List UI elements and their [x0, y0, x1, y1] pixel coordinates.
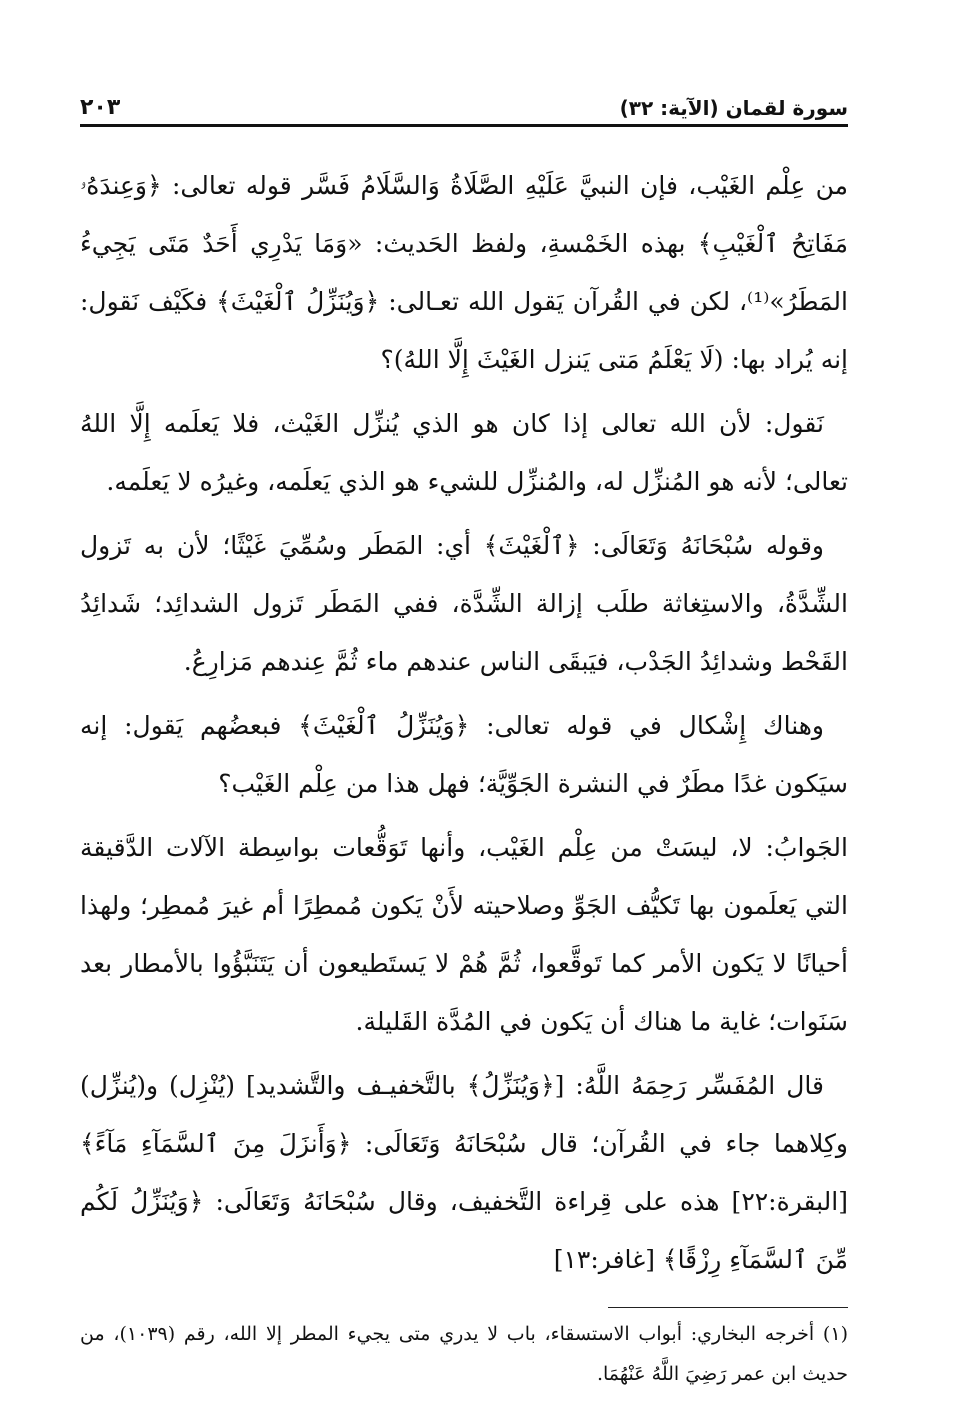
footnote: (١) أخرجه البخاري: أبواب الاستسقاء، باب لا يدري متى يجيء المطر إلا الله، رقم (١٠٣٩)، من حديث ابن عمر رَضِيَ اللَّهُ عَنْهُمَا.: [80, 1323, 848, 1385]
running-header: [80, 88, 848, 127]
page-content: [80, 157, 848, 1289]
paragraph-1: من عِلْم الغَيْب، فإن النبيَّ عَلَيْهِ الصَّلَاةُ وَالسَّلَامُ فَسَّر قوله تعالى: ﴿وَعِندَهُۥ مَفَاتِحُ ٱلْغَيْبِ﴾ بهذه الخَمْسةِ، ولفظ الحَديث: «وَمَا يَدْرِي أَحَدٌ مَتَى يَجِيءُ المَطَرُ»⁽¹⁾، لكن في القُرآن يَقول الله تعـالى: ﴿وَيُنَزِّلُ ٱلْغَيْثَ﴾ فكَيْف نَقول: إنه يُراد بها: (لَا يَعْلَمُ مَتى يَنزل الغَيْثَ إِلَّا اللهُ)؟: [80, 171, 848, 374]
surah-title: سورة لقمان (الآية: ٣٢): [619, 96, 848, 120]
paragraph-6: قال المُفَسِّر رَحِمَهُ اللَّهُ: [﴿وَيُنَزِّلُ﴾ بالتَّخفيـف والتَّشديد] (يُنْزِل) و(يُنزِّل) وكِلاهما جاء في القُرآن؛ قال سُبْحَانَهُ وَتَعَالَى: ﴿وَأَنزَلَ مِنَ ٱلسَّمَآءِ مَآءً﴾ [البقرة:٢٢] هذه على قِراءة التَّخفيف، وقال سُبْحَانَهُ وَتَعَالَى: ﴿وَيُنَزِّلُ لَكُم مِّنَ ٱلسَّمَآءِ رِزْقًا﴾ [غافر:١٣]: [80, 1071, 848, 1274]
page-number: ٢٠٣: [80, 95, 121, 120]
paragraph-5: الجَوابُ: لا، ليسَتْ من عِلْم الغَيْب، وأنها تَوَقُّعات بواسِطة الآلات الدَّقيقة التي يَعلَمون بها تَكيُّف الجَوِّ وصلاحيته لأَنْ يَكون مُمطِرًا أم غيرَ مُمطِر؛ ولهذا أحيانًا لا يَكون الأمر كما تَوقَّعوا، ثُمَّ هُمْ لا يَستَطيعون أن يَتَنَبَّؤُوا بالأمطار بعد سَنَوات؛ غاية ما هناك أن يَكون في المُدَّة القَليلة.: [80, 833, 848, 1036]
book-page: [80, 88, 848, 1413]
paragraph-4: وهناك إِشْكال في قوله تعالى: ﴿وَيُنَزِّلُ ٱلْغَيْثَ﴾ فبعضُهم يَقول: إنه سيَكون غدًا مطَرٌ في النشرة الجَوِّيَّة؛ فهل هذا من عِلْم الغَيْب؟: [80, 711, 848, 798]
paragraph-2: نَقول: لأن الله تعالى إذا كان هو الذي يُنزِّل الغَيْث، فلا يَعلَمه إِلَّا اللهُ تعالى؛ لأنه هو المُنزِّل له، والمُنزِّل للشيء هو الذي يَعلَمه، وغيرُه لا يَعلَمه.: [80, 409, 848, 496]
footnote-divider: [608, 1307, 848, 1308]
paragraph-3: وقوله سُبْحَانَهُ وَتَعَالَى: ﴿ٱلْغَيْثَ﴾ أي: المَطَر وسُمِّيَ غَيْثًا؛ لأن به تَزول الشِّدَّةُ، والاستِغاثة طلَب إزالة الشِّدَّة، ففي المَطَر تَزول الشدائِد؛ شَدائِدُ القَحْط وشدائِدُ الجَدْب، فيَبقَى الناس عندهم ماء ثُمَّ عِندهم مَزارِعُ.: [80, 531, 848, 676]
